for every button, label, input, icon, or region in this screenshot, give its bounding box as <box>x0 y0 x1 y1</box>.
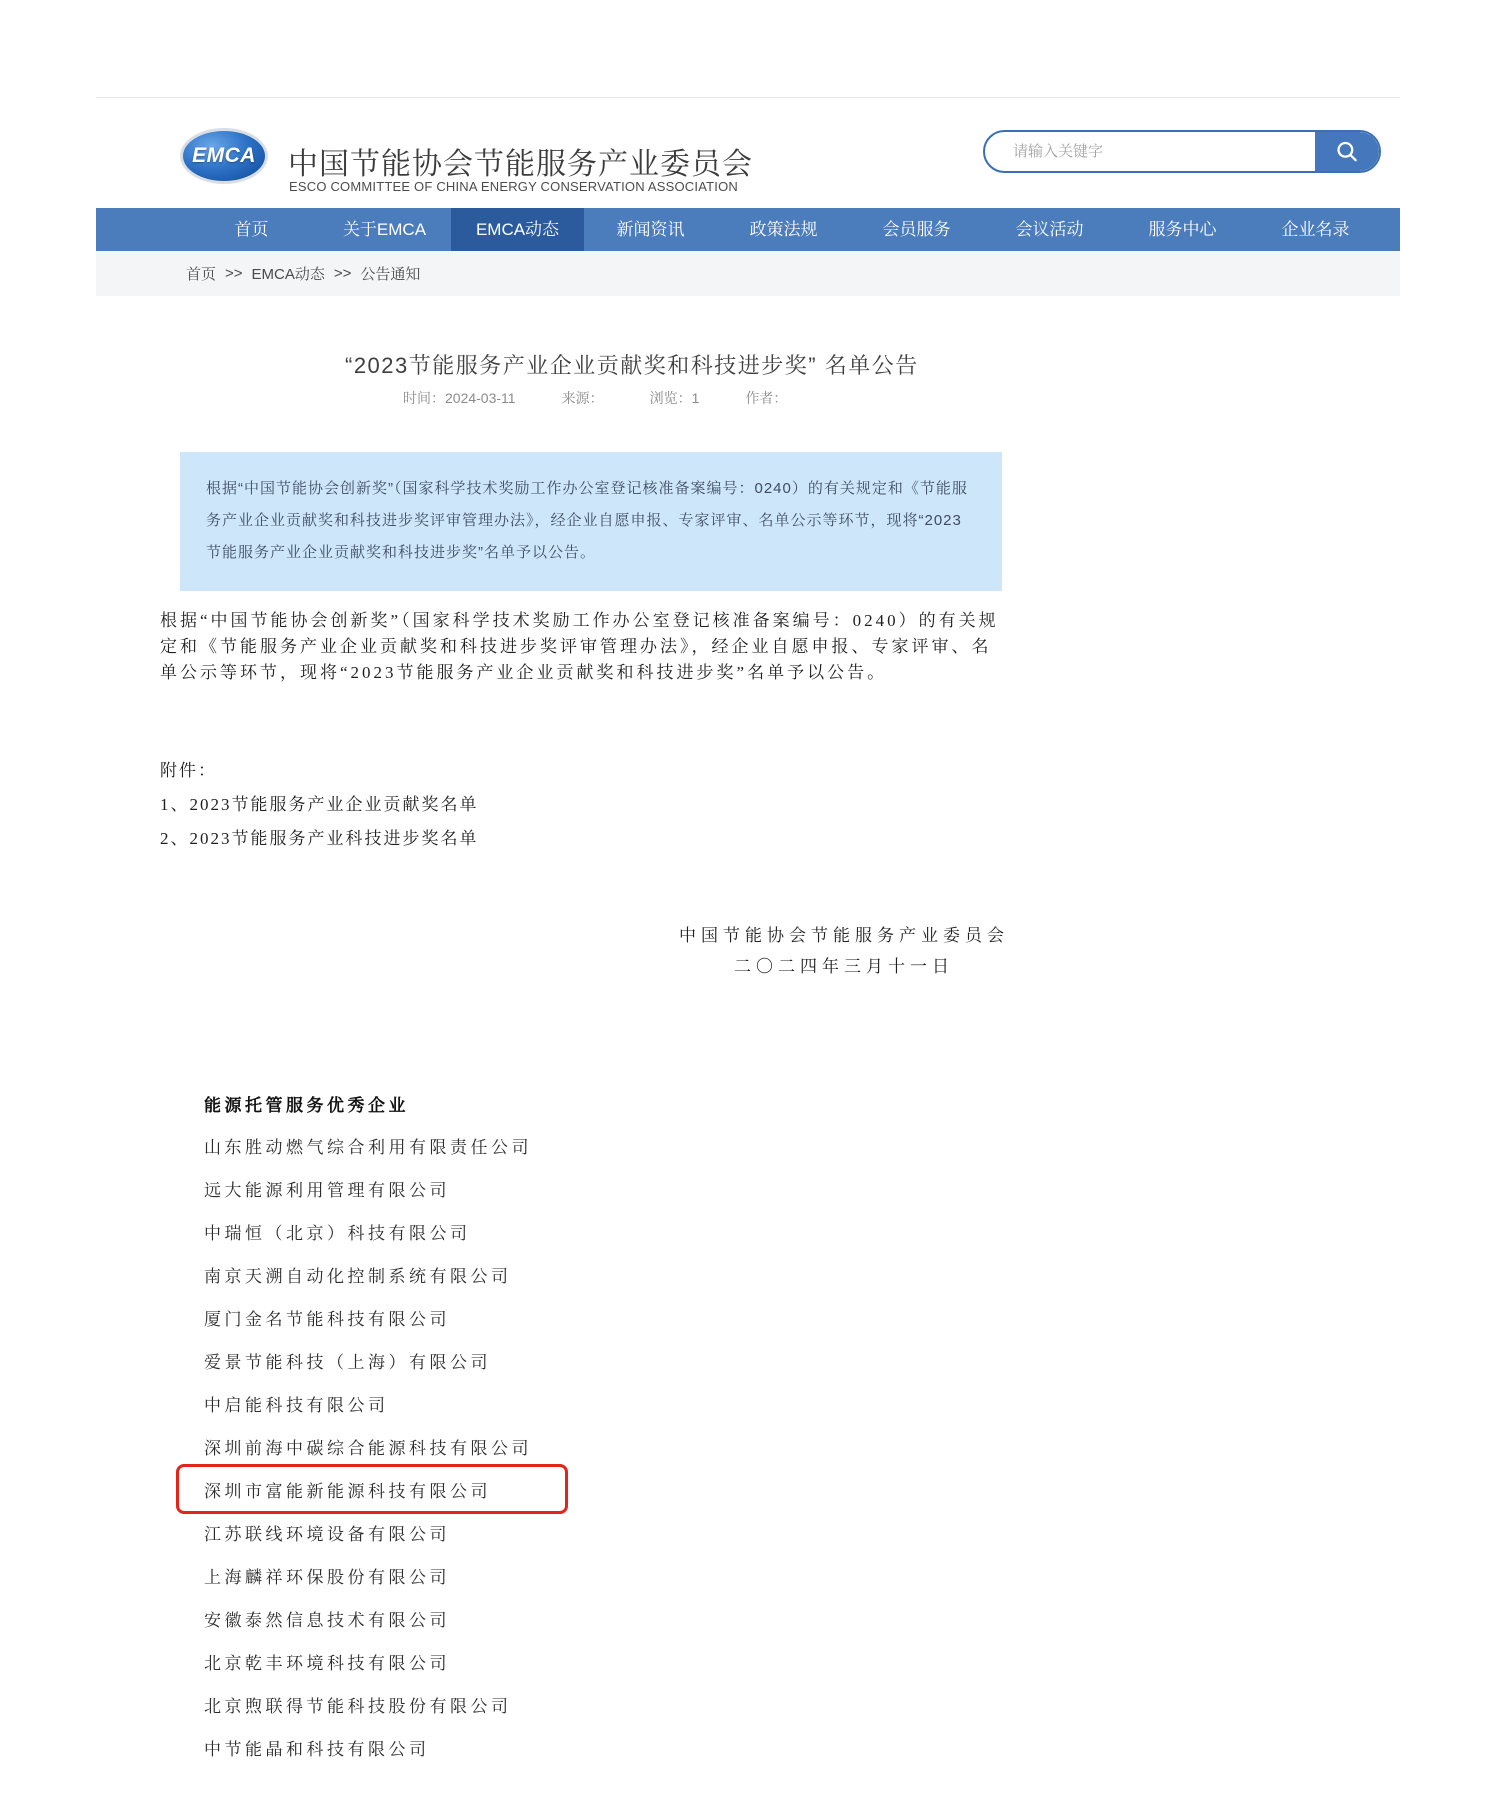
site-title: 中国节能协会节能服务产业委员会 <box>288 148 753 181</box>
list-item: 安徽泰然信息技术有限公司 <box>204 1611 450 1630</box>
meta-time: 时间：2024-03-11 <box>403 390 516 406</box>
red-highlight-box <box>176 1464 568 1514</box>
meta-views: 浏览：1 <box>649 390 700 406</box>
attachment-item: 1、2023节能服务产业企业贡献奖名单 <box>160 795 479 814</box>
nav-item-home[interactable]: 首页 <box>234 220 269 239</box>
list-item: 深圳前海中碳综合能源科技有限公司 <box>204 1439 532 1458</box>
article-title: “2023节能服务产业企业贡献奖和科技进步奖” 名单公告 <box>345 353 919 378</box>
list-item: 山东胜动燃气综合利用有限责任公司 <box>204 1138 532 1157</box>
company-list <box>204 1126 532 1771</box>
breadcrumb-separator: >> <box>333 265 352 282</box>
nav-item-news[interactable]: 新闻资讯 <box>616 220 685 239</box>
search-input[interactable] <box>985 132 1315 171</box>
list-item: 上海麟祥环保股份有限公司 <box>204 1568 450 1587</box>
nav-item-emca-news[interactable]: EMCA动态 <box>451 208 584 251</box>
search-box <box>983 130 1381 173</box>
emca-logo-text: EMCA <box>192 144 256 167</box>
list-item: 中瑞恒（北京）科技有限公司 <box>204 1224 471 1243</box>
list-item: 北京煦联得节能科技股份有限公司 <box>204 1697 512 1716</box>
award-section-heading: 能源托管服务优秀企业 <box>204 1096 409 1115</box>
list-item: 中启能科技有限公司 <box>204 1396 389 1415</box>
body-paragraph: 根据“中国节能协会创新奖”（国家科学技术奖励工作办公室登记核准备案编号：0240）的有关规定和《节能服务产业企业贡献奖和科技进步奖评审管理办法》，经企业自愿申报、专家评审、名单公示等环节，现将“2023节能服务产业企业贡献奖和科技进步奖”名单予以公告。 <box>160 611 999 682</box>
meta-source: 来源： <box>561 390 604 406</box>
search-icon <box>1334 139 1360 165</box>
list-item-highlighted: 深圳市富能新能源科技有限公司 <box>204 1482 491 1501</box>
signature-date: 二〇二四年三月十一日 <box>734 957 954 976</box>
emca-logo[interactable] <box>180 128 268 184</box>
list-item: 江苏联线环境设备有限公司 <box>204 1525 450 1544</box>
attachments-label: 附件： <box>160 761 217 780</box>
main-nav <box>96 208 1400 251</box>
top-divider <box>96 97 1400 98</box>
list-item: 爱景节能科技（上海）有限公司 <box>204 1353 491 1372</box>
list-item: 中节能晶和科技有限公司 <box>204 1740 430 1759</box>
list-item: 南京天溯自动化控制系统有限公司 <box>204 1267 512 1286</box>
nav-item-service-center[interactable]: 服务中心 <box>1148 220 1217 239</box>
search-button[interactable] <box>1315 132 1379 171</box>
breadcrumb-emca-news[interactable]: EMCA动态 <box>251 266 325 283</box>
highlight-summary-box: 根据“中国节能协会创新奖”（国家科学技术奖励工作办公室登记核准备案编号：0240）的有关规定和《节能服务产业企业贡献奖和科技进步奖评审管理办法》，经企业自愿申报、专家评审、名单公示等环节，现将“2023节能服务产业企业贡献奖和科技进步奖”名单予以公告。 <box>180 452 1002 591</box>
signature-org: 中国节能协会节能服务产业委员会 <box>679 926 1009 945</box>
list-item: 远大能源利用管理有限公司 <box>204 1181 450 1200</box>
attachment-item: 2、2023节能服务产业科技进步奖名单 <box>160 829 479 848</box>
breadcrumb <box>96 251 1400 296</box>
nav-item-member-services[interactable]: 会员服务 <box>882 220 951 239</box>
meta-author: 作者： <box>745 390 788 406</box>
list-item: 北京乾丰环境科技有限公司 <box>204 1654 450 1673</box>
site-subtitle: ESCO COMMITTEE OF CHINA ENERGY CONSERVATION ASSOCIATION <box>289 179 738 194</box>
list-item: 厦门金名节能科技有限公司 <box>204 1310 450 1329</box>
nav-item-conferences[interactable]: 会议活动 <box>1015 220 1084 239</box>
nav-item-about-emca[interactable]: 关于EMCA <box>342 220 427 239</box>
breadcrumb-separator: >> <box>225 265 243 282</box>
nav-item-policy[interactable]: 政策法规 <box>749 220 818 239</box>
breadcrumb-home[interactable]: 首页 <box>186 266 217 283</box>
breadcrumb-notices[interactable]: 公告通知 <box>360 266 421 283</box>
nav-item-company-directory[interactable]: 企业名录 <box>1281 220 1350 239</box>
article-meta <box>403 388 787 408</box>
signature-block <box>594 920 1094 982</box>
attachments <box>160 754 479 856</box>
